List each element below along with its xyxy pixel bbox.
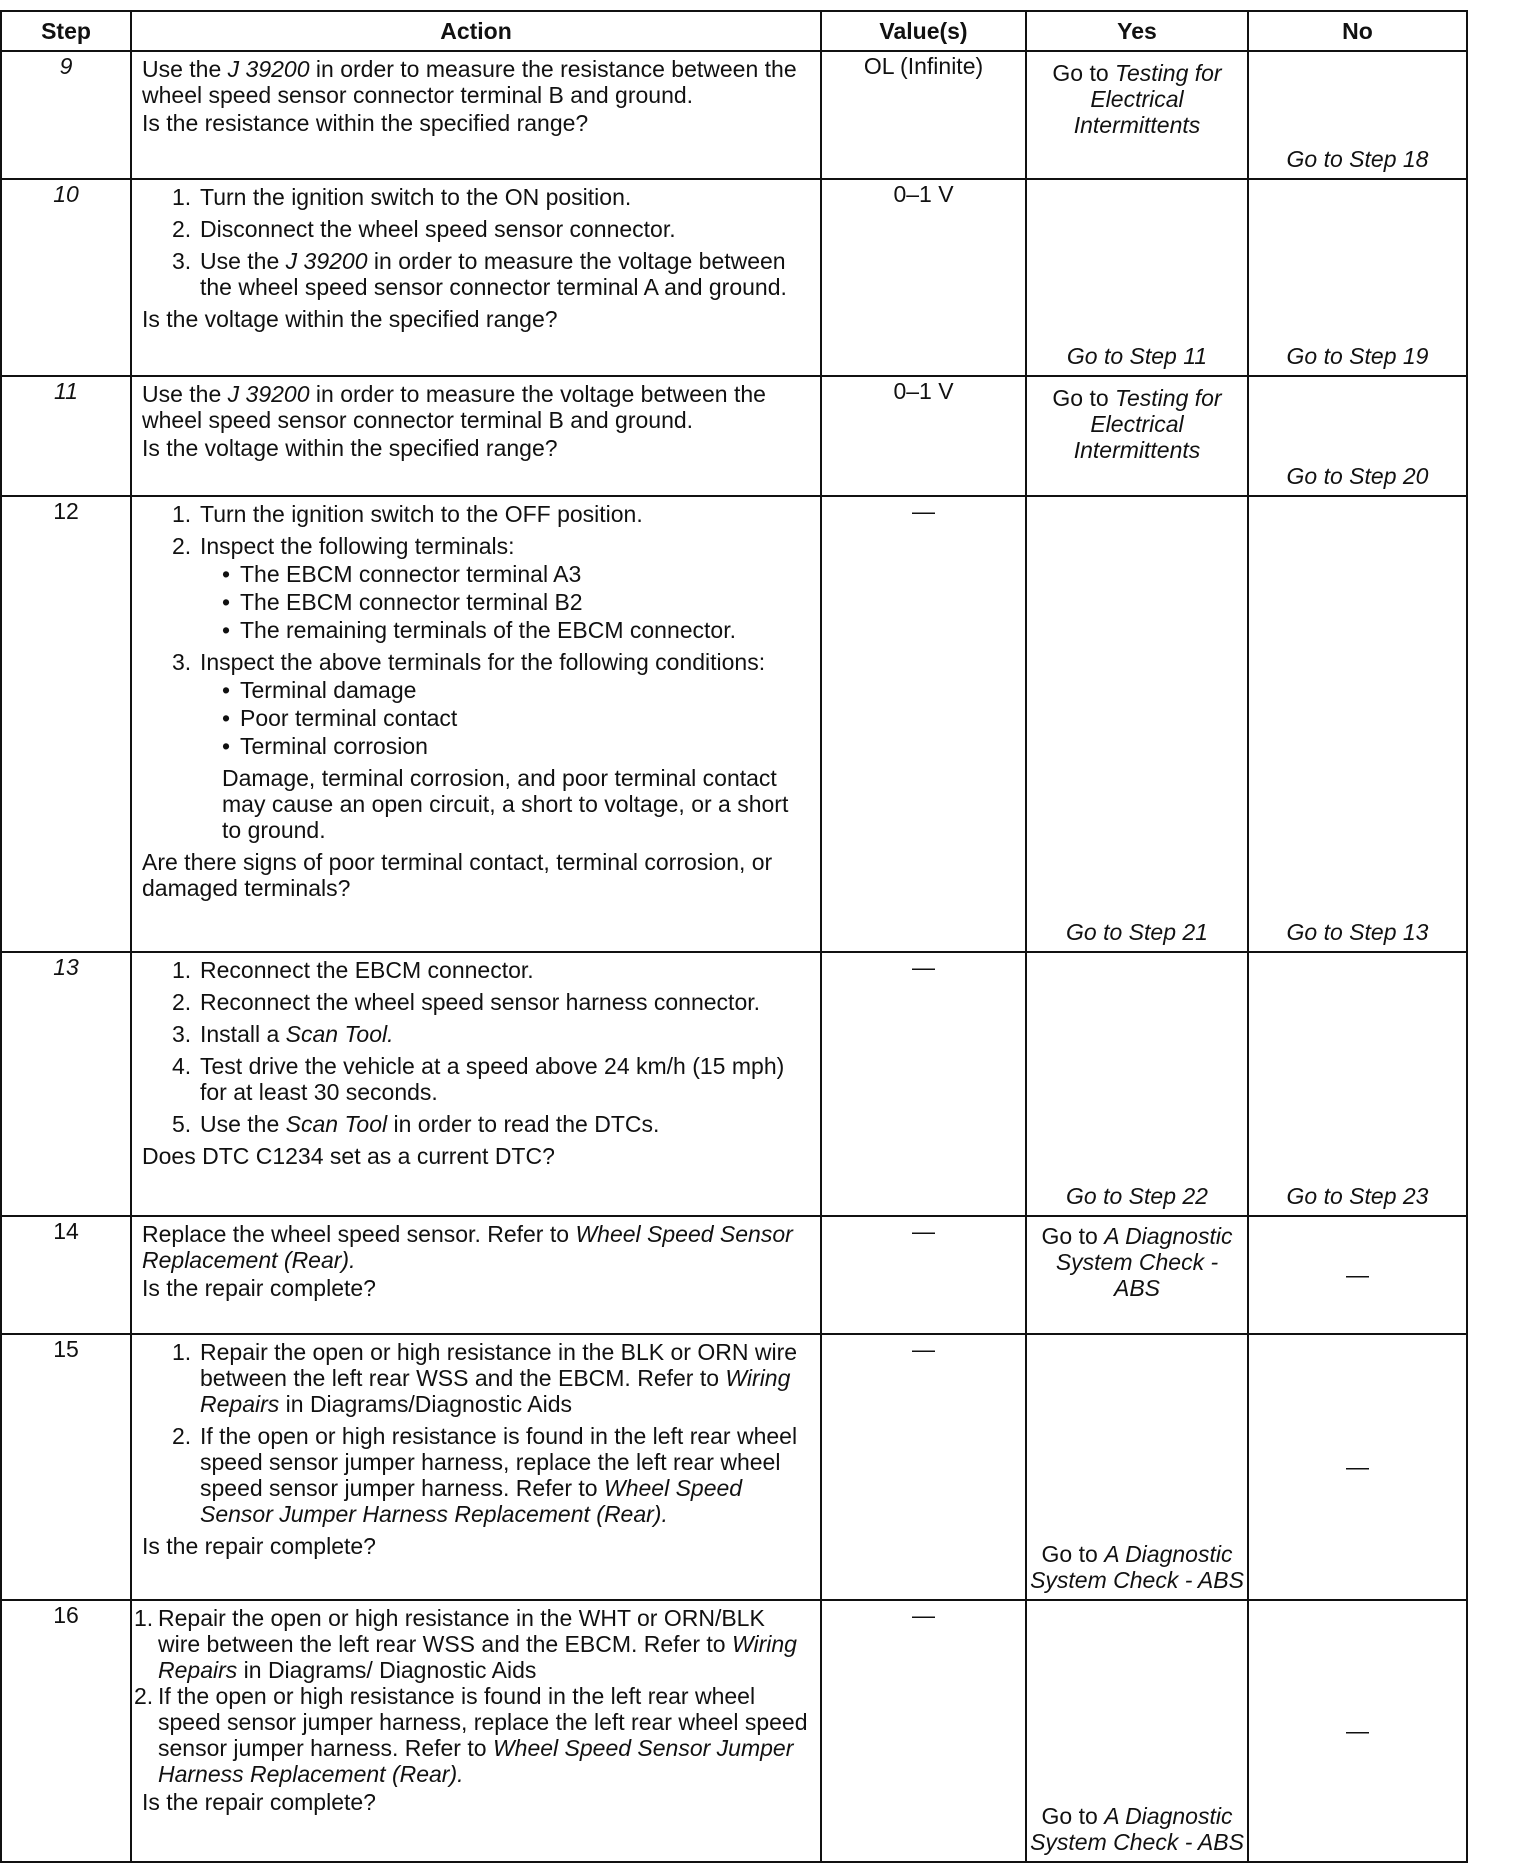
action-cell: [131, 179, 821, 376]
table-row-step-10: [1, 179, 1467, 376]
no-link[interactable]: Go to Step 23: [1286, 1183, 1429, 1209]
yes-cell: [1026, 51, 1248, 179]
header-values: Value(s): [821, 11, 1026, 51]
action-steps: [142, 501, 812, 843]
list-item: • The EBCM connector terminal A3: [222, 561, 812, 587]
list-item: 3. Use the J 39200 in order to measure the voltage between the wheel speed sensor connector terminal A and ground.: [172, 248, 787, 300]
header-step: Step: [1, 11, 131, 51]
list-item: 1. Turn the ignition switch to the OFF position.: [172, 501, 643, 527]
no-cell: [1248, 952, 1467, 1216]
no-link[interactable]: Go to Step 18: [1286, 146, 1429, 172]
header-no: No: [1248, 11, 1467, 51]
value-cell: OL (Infinite): [821, 51, 1026, 179]
action-cell: [131, 952, 821, 1216]
list-item: • Terminal corrosion: [222, 733, 812, 759]
action-steps: [134, 1605, 812, 1787]
yes-cell: [1026, 1600, 1248, 1862]
no-value: —: [1346, 1717, 1369, 1744]
step-number: 14: [1, 1216, 131, 1334]
table-row-step-11: [1, 376, 1467, 496]
no-link[interactable]: Go to Step 19: [1286, 343, 1429, 369]
yes-link[interactable]: Go to A Diagnostic System Check - ABS: [1041, 1223, 1233, 1301]
table-row-step-14: [1, 1216, 1467, 1334]
no-cell: [1248, 1216, 1467, 1334]
table-row-step-13: [1, 952, 1467, 1216]
action-cell: [131, 496, 821, 952]
step-number: 12: [1, 496, 131, 952]
value-cell: 0–1 V: [821, 179, 1026, 376]
question-text: Is the resistance within the specified range?: [142, 110, 589, 136]
yes-cell: [1026, 1216, 1248, 1334]
value-cell: 0–1 V: [821, 376, 1026, 496]
question-text: Is the repair complete?: [142, 1533, 376, 1559]
table-row-step-15: [1, 1334, 1467, 1600]
list-item: 1. Repair the open or high resistance in the WHT or ORN/BLK wire between the left rear WSS and the EBCM. Refer to Wiring Repairs in Diagrams/ Diagnostic Aids: [134, 1605, 797, 1683]
yes-link[interactable]: Go to Step 11: [1066, 343, 1208, 369]
yes-link[interactable]: Go to Step 22: [1066, 1183, 1208, 1209]
list-item: 3. Install a Scan Tool.: [172, 1021, 394, 1047]
table-row-step-9: [1, 51, 1467, 179]
header-row: [1, 11, 1467, 51]
no-link[interactable]: Go to Step 20: [1286, 463, 1429, 489]
diagnostic-table: [0, 10, 1468, 1863]
step-number: 16: [1, 1600, 131, 1862]
value-cell: —: [821, 1600, 1026, 1862]
yes-link[interactable]: Go to Step 21: [1066, 919, 1208, 945]
step-number: 15: [1, 1334, 131, 1600]
header-action: Action: [131, 11, 821, 51]
list-item: 2. Reconnect the wheel speed sensor harness connector.: [172, 989, 761, 1015]
action-text: Replace the wheel speed sensor. Refer to Wheel Speed Sensor Replacement (Rear).: [142, 1221, 793, 1273]
yes-link[interactable]: Go to Testing for Electrical Intermittents: [1052, 60, 1222, 138]
terminal-list: [200, 561, 812, 643]
list-item: 2. Disconnect the wheel speed sensor connector.: [172, 216, 676, 242]
action-text: Use the J 39200 in order to measure the resistance between the wheel speed sensor connector terminal B and ground.: [142, 56, 797, 108]
list-item: 1. Repair the open or high resistance in the BLK or ORN wire between the left rear WSS and the EBCM. Refer to Wiring Repairs in Diagrams/Diagnostic Aids: [172, 1339, 798, 1417]
list-item: 2. Inspect the following terminals: • The EBCM connector terminal A3 • The EBCM connector terminal B2 • The remaining terminals of the EBCM connector.: [172, 533, 812, 643]
no-cell: [1248, 179, 1467, 376]
list-item: 2. If the open or high resistance is found in the left rear wheel speed sensor jumper harness, replace the left rear wheel speed sensor jumper harness. Refer to Wheel Speed Sensor Jumper Harness Replacement (Rear).: [134, 1683, 808, 1787]
no-cell: [1248, 1600, 1467, 1862]
list-item: • Poor terminal contact: [222, 705, 812, 731]
yes-cell: [1026, 179, 1248, 376]
no-cell: [1248, 1334, 1467, 1600]
action-cell: [131, 1216, 821, 1334]
no-cell: [1248, 51, 1467, 179]
no-value: —: [1346, 1453, 1369, 1480]
step-number: 10: [1, 179, 131, 376]
yes-link[interactable]: Go to Testing for Electrical Intermittents: [1052, 385, 1222, 463]
list-item: 5. Use the Scan Tool in order to read the DTCs.: [172, 1111, 660, 1137]
list-item: 1. Reconnect the EBCM connector.: [172, 957, 534, 983]
step-number: 9: [1, 51, 131, 179]
step-number: 11: [1, 376, 131, 496]
question-text: Is the repair complete?: [142, 1275, 376, 1301]
yes-cell: [1026, 952, 1248, 1216]
list-item: 2. If the open or high resistance is found in the left rear wheel speed sensor jumper harness, replace the left rear wheel speed sensor jumper harness. Refer to Wheel Speed Sensor Jumper Harness Replacement (Rear).: [172, 1423, 798, 1527]
no-cell: [1248, 496, 1467, 952]
no-value: —: [1346, 1261, 1369, 1288]
yes-cell: [1026, 496, 1248, 952]
no-cell: [1248, 376, 1467, 496]
value-cell: —: [821, 496, 1026, 952]
no-link[interactable]: Go to Step 13: [1286, 919, 1429, 945]
action-cell: [131, 1334, 821, 1600]
action-steps: [142, 1339, 812, 1527]
table-row-step-12: [1, 496, 1467, 952]
question-text: Is the voltage within the specified range?: [142, 306, 558, 332]
note-text: Damage, terminal corrosion, and poor terminal contact may cause an open circuit, a short to voltage, or a short to ground.: [222, 765, 789, 843]
yes-cell: [1026, 1334, 1248, 1600]
value-cell: —: [821, 1334, 1026, 1600]
value-cell: —: [821, 1216, 1026, 1334]
list-item: • The remaining terminals of the EBCM connector.: [222, 617, 812, 643]
table-row-step-16: [1, 1600, 1467, 1862]
question-text: Is the repair complete?: [142, 1789, 376, 1815]
list-item: 1. Turn the ignition switch to the ON position.: [172, 184, 632, 210]
action-steps: [142, 184, 812, 300]
header-yes: Yes: [1026, 11, 1248, 51]
question-text: Is the voltage within the specified range?: [142, 435, 558, 461]
value-cell: —: [821, 952, 1026, 1216]
action-text: Use the J 39200 in order to measure the voltage between the wheel speed sensor connector terminal B and ground.: [142, 381, 766, 433]
question-text: Does DTC C1234 set as a current DTC?: [142, 1143, 555, 1169]
list-item: 4. Test drive the vehicle at a speed above 24 km/h (15 mph) for at least 30 seconds.: [172, 1053, 785, 1105]
step-number: 13: [1, 952, 131, 1216]
question-text: Are there signs of poor terminal contact, terminal corrosion, or damaged terminals?: [142, 849, 773, 901]
yes-link[interactable]: Go to A Diagnostic System Check - ABS: [1030, 1803, 1244, 1855]
action-steps: [142, 957, 812, 1137]
condition-list: [200, 677, 812, 759]
action-cell: [131, 376, 821, 496]
list-item: • The EBCM connector terminal B2: [222, 589, 812, 615]
action-cell: [131, 1600, 821, 1862]
yes-cell: [1026, 376, 1248, 496]
list-item: • Terminal damage: [222, 677, 812, 703]
yes-link[interactable]: Go to A Diagnostic System Check - ABS: [1030, 1541, 1244, 1593]
list-item: 3. Inspect the above terminals for the following conditions: • Terminal damage • Poor terminal contact • Terminal corrosion Damage, terminal corrosion, and poor terminal contact may cause an open circuit, a short to voltage, or a short to ground.: [172, 649, 812, 843]
action-cell: [131, 51, 821, 179]
